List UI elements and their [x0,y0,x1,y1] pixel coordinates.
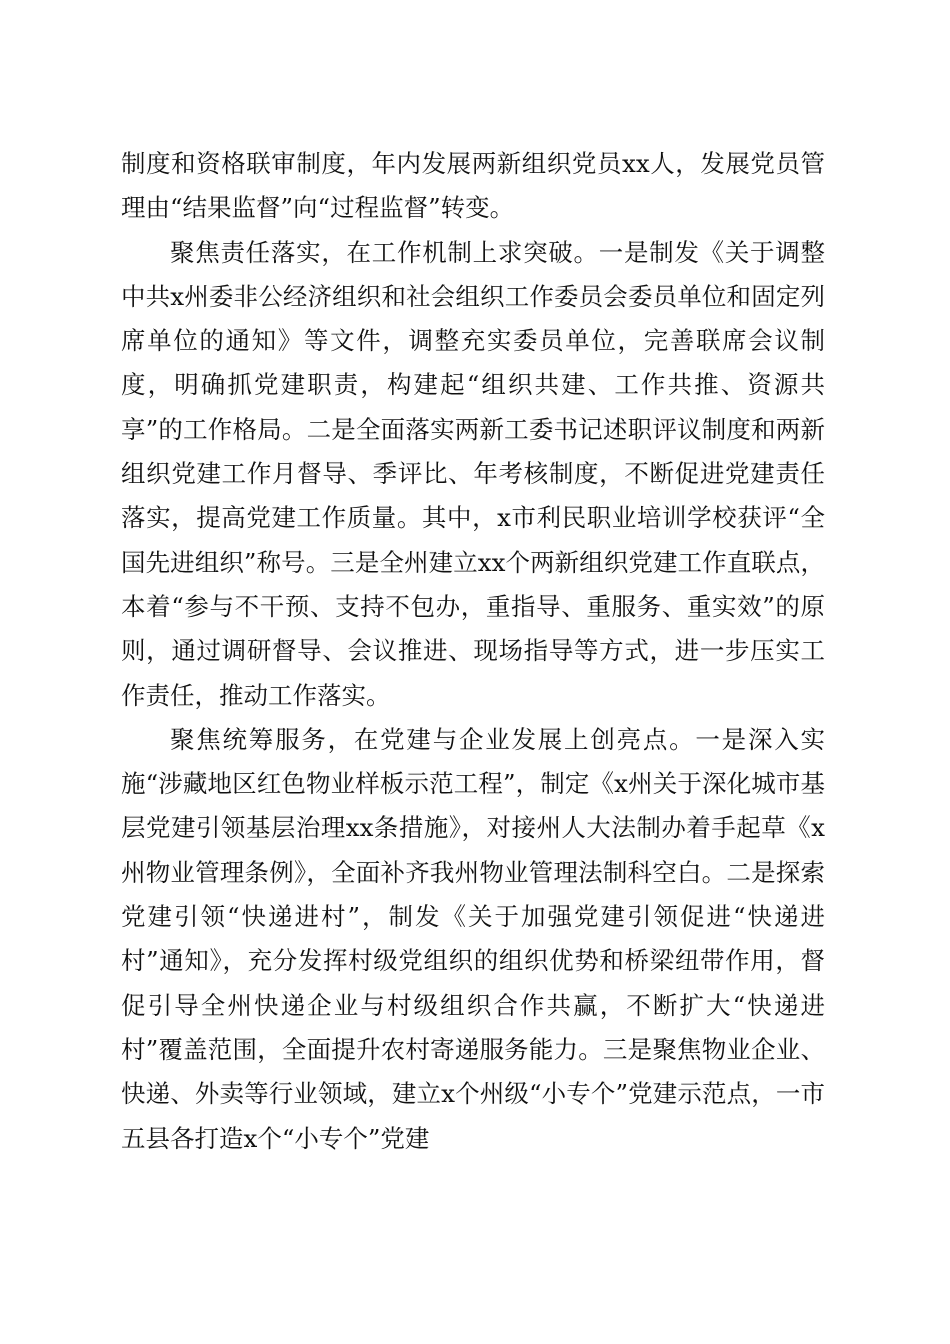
document-body [121,142,825,1161]
paragraph-3: 聚焦统筹服务，在党建与企业发展上创亮点。一是深入实施“涉藏地区红色物业样板示范工程”，制定《x州关于深化城市基层党建引领基层治理xx条措施》，对接州人大法制办着手起草《x州物业管理条例》，全面补齐我州物业管理法制科空白。二是探索党建引领“快递进村”，制发《关于加强党建引领促进“快递进村”通知》，充分发挥村级党组织的组织优势和桥梁纽带作用，督促引导全州快递企业与村级组织合作共赢，不断扩大“快递进村”覆盖范围，全面提升农村寄递服务能力。三是聚焦物业企业、快递、外卖等行业领域，建立x个州级“小专个”党建示范点，一市五县各打造x个“小专个”党建 [121,724,825,1153]
paragraph-2: 聚焦责任落实，在工作机制上求突破。一是制发《关于调整中共x州委非公经济组织和社会组织工作委员会委员单位和固定列席单位的通知》等文件，调整充实委员单位，完善联席会议制度，明确抓党建职责，构建起“组织共建、工作共推、资源共享”的工作格局。二是全面落实两新工委书记述职评议制度和两新组织党建工作月督导、季评比、年考核制度，不断促进党建责任落实，提高党建工作质量。其中，x市利民职业培训学校获评“全国先进组织”称号。三是全州建立xx个两新组织党建工作直联点，本着“参与不干预、支持不包办，重指导、重服务、重实效”的原则，通过调研督导、会议推进、现场指导等方式，进一步压实工作责任，推动工作落实。 [121,237,825,710]
paragraph-1: 制度和资格联审制度，年内发展两新组织党员xx人，发展党员管理由“结果监督”向“过程监督”转变。 [121,149,825,223]
